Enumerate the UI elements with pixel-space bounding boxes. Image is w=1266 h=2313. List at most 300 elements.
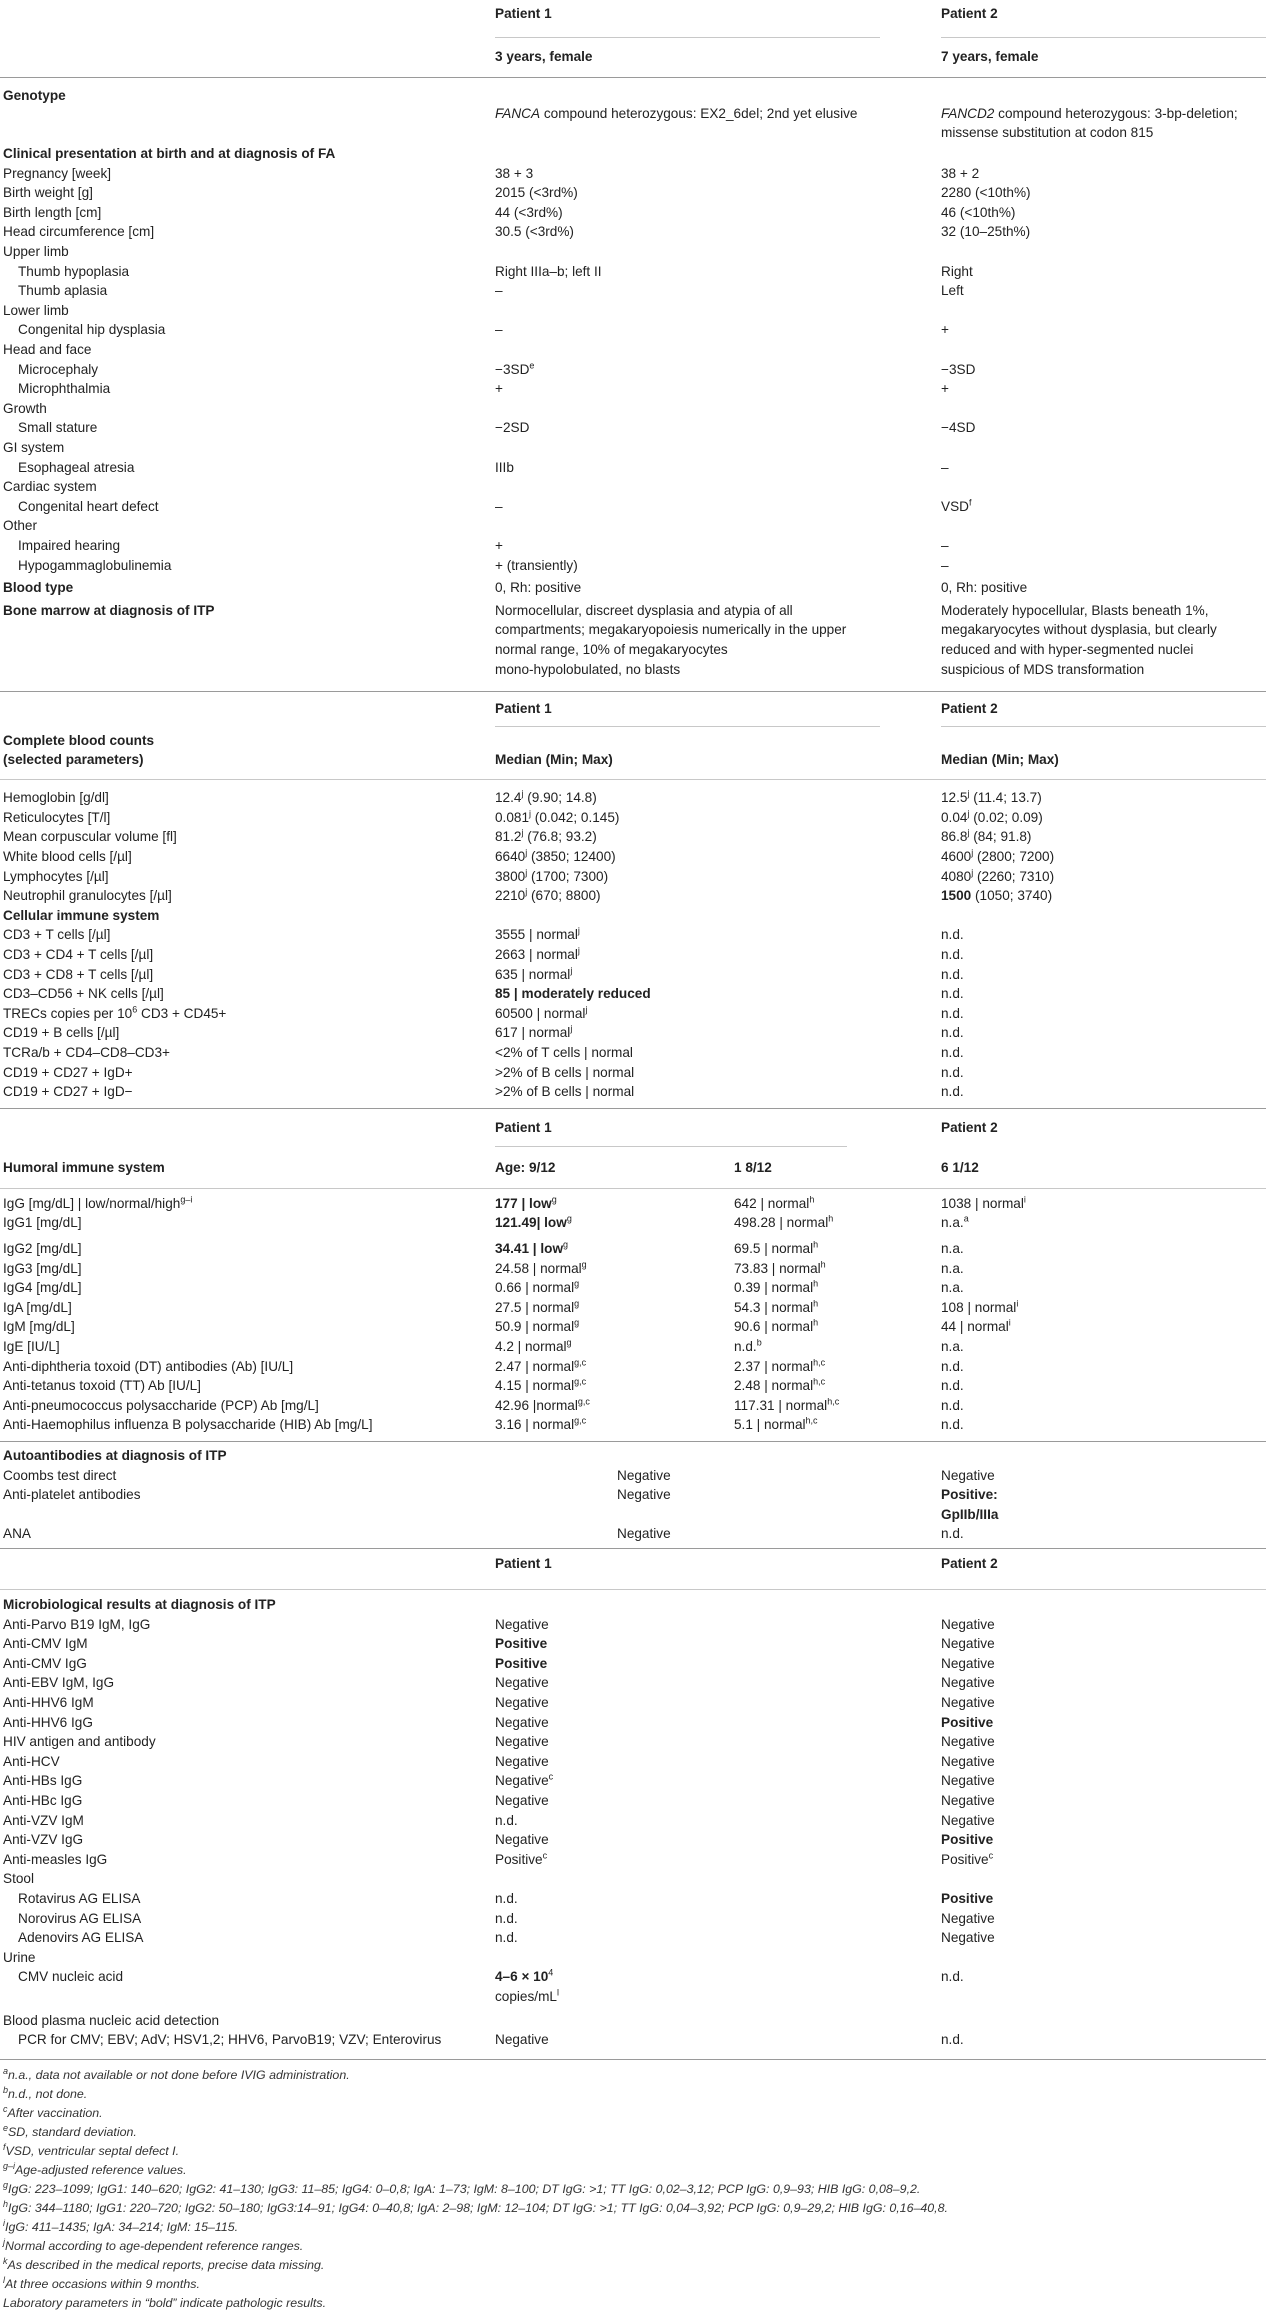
cell-text: 2.37 | normal — [734, 1358, 814, 1374]
cell-text: reduced and with hyper-segmented nuclei — [941, 642, 1194, 657]
cell-text: n.d. — [495, 1910, 518, 1926]
clinical-heading — [3, 144, 335, 164]
cell-text: 0.66 | normal — [495, 1280, 575, 1296]
clinical-row — [0, 516, 1266, 536]
superscript: h — [820, 1259, 826, 1270]
cell-text: Positive — [941, 1851, 989, 1867]
patient1-value — [495, 360, 534, 380]
clinical-row — [0, 320, 1266, 340]
divider — [495, 37, 880, 38]
cell-text: Coombs test direct — [3, 1467, 117, 1483]
cell-text: Microbiological results at diagnosis of ITP — [3, 1597, 276, 1612]
superscript: b — [756, 1337, 762, 1348]
cell-text: (selected parameters) — [3, 752, 144, 768]
patient1-value — [495, 203, 563, 223]
superscript: b — [3, 2084, 9, 2095]
cell-text: 60500 | normal — [495, 1005, 586, 1021]
patient1-value — [495, 1967, 553, 1987]
cell-text: 3.16 | normal — [495, 1417, 575, 1433]
cell-text: copies/mL — [495, 1989, 557, 2004]
superscript: h — [828, 1213, 834, 1224]
patient1-value — [495, 262, 602, 282]
patient1-value — [495, 183, 578, 203]
superscript: h,c — [805, 1415, 818, 1426]
blood-type-row — [0, 578, 1266, 598]
patient2-value — [941, 536, 949, 556]
micro-row — [0, 1732, 1266, 1752]
age1-value — [495, 1376, 586, 1396]
patient2-value — [941, 1082, 964, 1102]
micro-row — [0, 2011, 1266, 2031]
patient2-value — [941, 1909, 995, 1929]
header-row — [0, 1554, 1266, 1574]
micro-row — [0, 1869, 1266, 1889]
row-label — [3, 1693, 94, 1713]
cell-text: Negative — [495, 1773, 549, 1789]
row-label — [3, 340, 91, 360]
cell-text: Microcephaly — [18, 361, 99, 377]
age1-value — [495, 1278, 579, 1298]
age3-value — [941, 1259, 964, 1279]
patient1-value — [495, 1732, 549, 1752]
header-row — [0, 1118, 1266, 1138]
cellular-row — [0, 965, 1266, 985]
cell-text: After vaccination. — [7, 2105, 103, 2120]
section-heading — [0, 86, 1266, 106]
row-label — [3, 965, 153, 985]
cell-text: Negative — [941, 1910, 995, 1926]
cell-text: (670; 8800) — [527, 888, 601, 904]
superscript: f — [3, 2141, 6, 2152]
patient2-value — [941, 1615, 995, 1635]
divider — [495, 1146, 847, 1147]
patient2-value — [941, 965, 964, 985]
patient2-median-label — [941, 750, 1059, 770]
patient1-value — [495, 1634, 547, 1654]
superscript: a — [3, 2065, 9, 2076]
cell-text: IgG: 223–1099; IgG1: 140–620; IgG2: 41–130; IgG3: 11–85; IgG4: 0–0,8; IgA: 1–73; IgM: 8–100; DT IgG: >1; TT IgG: 0,02–3,12; PCP IgG: 0,9–93; HIB IgG: 0,08–9,2. — [8, 2181, 921, 2196]
micro-heading — [3, 1595, 276, 1615]
row-label — [3, 1732, 156, 1752]
cell-text: GI system — [3, 440, 65, 455]
superscript: j — [967, 808, 970, 819]
cell-text: + — [941, 322, 949, 338]
patient2-value — [941, 1791, 995, 1811]
cell-text: GpIIb/IIIa — [941, 1506, 999, 1522]
cell-text: 12.5 — [941, 790, 968, 806]
age2-value — [734, 1298, 818, 1318]
superscript: g — [566, 1337, 572, 1348]
superscript: h,c — [813, 1357, 826, 1368]
superscript: g,c — [574, 1415, 587, 1426]
cell-text: n.d. — [941, 1005, 964, 1021]
cell-text: Anti-HBc IgG — [3, 1793, 83, 1808]
cell-text: Negative — [941, 1773, 995, 1789]
cell-text: 73.83 | normal — [734, 1260, 821, 1276]
patient1-value — [617, 1524, 671, 1544]
patient1-value — [495, 1043, 633, 1063]
cell-text: 7 years, female — [941, 49, 1039, 64]
cell-text: Anti-CMV IgG — [3, 1655, 87, 1671]
micro-row — [0, 1948, 1266, 1968]
cell-text: megakaryocytes without dysplasia, but clearly — [941, 622, 1217, 638]
cell-text: Negative — [495, 1714, 549, 1730]
cell-text: 498.28 | normal — [734, 1215, 829, 1231]
cell-text: + (transiently) — [495, 557, 578, 573]
cell-text: 6640 — [495, 849, 526, 864]
cell-text: n.d. — [941, 1064, 964, 1080]
cell-text: Upper limb — [3, 244, 69, 259]
cell-text: 1 8/12 — [734, 1159, 772, 1175]
cell-text: 4–6 × 10 — [495, 1969, 549, 1985]
cell-text: compound heterozygous: EX2_6del; 2nd yet elusive — [540, 106, 858, 121]
superscript: j — [570, 965, 573, 976]
cell-text: Growth — [3, 400, 47, 416]
row-label — [3, 1713, 93, 1733]
superscript: h — [3, 2198, 9, 2209]
cell-text: Humoral immune system — [3, 1159, 165, 1175]
row-label — [3, 1376, 201, 1396]
cell-text: CMV nucleic acid — [18, 1969, 124, 1985]
cell-text: CD3 + T cells [/µl] — [3, 927, 111, 943]
cell-text: 635 | normal — [495, 966, 571, 982]
divider — [941, 726, 1266, 727]
age1-value — [495, 1213, 572, 1233]
micro-row — [0, 1771, 1266, 1791]
age1-value — [495, 1298, 579, 1318]
patient2-value — [941, 556, 949, 576]
cell-text: normal range, 10% of megakaryocytes — [495, 642, 728, 657]
patient1-value — [495, 281, 503, 301]
clinical-row — [0, 183, 1266, 203]
divider — [0, 2059, 1266, 2060]
patient2-value — [941, 1928, 995, 1948]
superscript: f — [968, 497, 972, 508]
superscript: j — [529, 808, 532, 819]
cell-text: IgA [mg/dL] — [3, 1299, 72, 1315]
row-label — [3, 399, 47, 419]
humoral-row — [0, 1194, 1266, 1214]
header-row — [0, 699, 1266, 719]
cell-text: (2800; 7200) — [973, 849, 1055, 864]
humoral-row — [0, 1259, 1266, 1279]
cell-text: Urine — [3, 1949, 36, 1965]
cell-text: Negative — [941, 1636, 995, 1652]
cell-text: (1700; 7300) — [527, 868, 609, 884]
patient2-value — [941, 1713, 993, 1733]
superscript: e — [3, 2122, 9, 2133]
cell-text: n.d. — [941, 947, 964, 962]
humoral-row — [0, 1415, 1266, 1435]
footnote — [3, 2142, 179, 2161]
cell-text: Neutrophil granulocytes [/µl] — [3, 888, 172, 904]
patient1-median-label — [495, 750, 613, 770]
cell-text: Blood plasma nucleic acid detection — [3, 2012, 220, 2028]
superscript: h — [813, 1317, 819, 1328]
patient2-value — [941, 2030, 964, 2050]
cell-text: 108 | normal — [941, 1299, 1017, 1315]
superscript: g — [581, 1259, 587, 1270]
superscript: e — [529, 360, 535, 371]
superscript: h,c — [813, 1376, 826, 1387]
row-label — [3, 847, 132, 867]
cell-text: Negative — [941, 1655, 995, 1671]
cellular-row — [0, 1082, 1266, 1102]
patient1-genotype — [495, 104, 857, 124]
superscript: h — [813, 1298, 819, 1309]
row-label — [3, 1298, 72, 1318]
age3-value — [941, 1415, 964, 1435]
micro-row — [0, 1850, 1266, 1870]
cbc-row — [0, 827, 1266, 847]
cell-text: IgG: 344–1180; IgG1: 220–720; IgG2: 50–180; IgG3:14–91; IgG4: 0–40,8; IgA: 2–98; IgM: 12–104; DT IgG: >1; TT IgG: 0,04–3,92; PCP IgG: 0,9–29,2; HIB IgG: 0,16–40,8. — [8, 2200, 948, 2215]
cbc-row — [0, 788, 1266, 808]
cell-text: – — [495, 283, 503, 299]
divider — [0, 77, 1266, 78]
row-label — [3, 1771, 82, 1791]
micro-row — [0, 1713, 1266, 1733]
row-label — [18, 281, 107, 301]
cell-text: Negative — [495, 1832, 549, 1848]
patient2-value — [941, 1889, 993, 1909]
superscript: g,c — [577, 1396, 590, 1407]
cell-text: Negative — [617, 1487, 671, 1503]
humoral-row — [0, 1298, 1266, 1318]
superscript: j — [521, 788, 524, 799]
clinical-row — [0, 477, 1266, 497]
cell-text: Small stature — [18, 420, 98, 436]
patient1-value — [495, 556, 578, 576]
patient1-age — [495, 47, 593, 67]
age2-value — [734, 1317, 818, 1337]
patient2-value — [941, 925, 964, 945]
genotype-row — [0, 123, 1266, 143]
bone-marrow-line — [0, 620, 1266, 640]
cell-text: Patient 1 — [495, 6, 552, 21]
age1-value — [495, 1357, 586, 1377]
age1-value — [495, 1259, 587, 1279]
patient2-value — [941, 203, 1015, 223]
patient1-value — [495, 1850, 547, 1870]
row-label — [3, 1004, 226, 1024]
cell-text: Anti-pneumococcus polysaccharide (PCP) Ab [mg/L] — [3, 1397, 319, 1413]
cbc-row — [0, 808, 1266, 828]
patient1-value — [495, 1771, 553, 1791]
patient2-value — [941, 222, 1030, 242]
cell-text: 0.39 | normal — [734, 1280, 814, 1296]
patient2-bone-marrow — [941, 601, 1209, 621]
cell-text: Norovirus AG ELISA — [18, 1910, 142, 1926]
patient2-value — [941, 1811, 995, 1831]
cell-text: IgG [mg/dL] | low/normal/high — [3, 1195, 181, 1211]
row-label — [3, 1752, 60, 1772]
cell-text: Negative — [495, 1753, 549, 1769]
patient2-value — [941, 1850, 993, 1870]
cell-text: Patient 1 — [495, 1119, 552, 1135]
cell-text: Normal according to age-dependent reference ranges. — [5, 2238, 304, 2253]
patient2-value — [941, 1485, 998, 1505]
patient1-value — [495, 1811, 518, 1831]
age2-value — [734, 1415, 818, 1435]
patient1-value — [495, 1909, 518, 1929]
patient2-value — [941, 1654, 995, 1674]
row-label — [18, 536, 120, 556]
cell-text: Clinical presentation at birth and at diagnosis of FA — [3, 146, 336, 161]
row-label — [3, 1043, 170, 1063]
cell-text: 0, Rh: positive — [941, 580, 1028, 596]
patient2-bone-marrow — [941, 620, 1217, 640]
age3-value — [941, 1194, 1026, 1214]
superscript: c — [548, 1771, 554, 1782]
clinical-row — [0, 458, 1266, 478]
cbc-heading — [3, 750, 144, 770]
cell-text: −4SD — [941, 420, 976, 436]
clinical-row — [0, 418, 1266, 438]
cell-text: Right — [941, 263, 973, 279]
cell-text: n.a. — [941, 1241, 964, 1256]
superscript: k — [3, 2255, 8, 2266]
cell-text: Thumb aplasia — [18, 283, 108, 299]
humoral-row — [0, 1239, 1266, 1259]
cell-text: n.d. — [941, 1397, 964, 1413]
superscript: g–i — [3, 2160, 16, 2171]
cell-text: CD3 + CD8 + T cells [/µl] — [3, 966, 154, 982]
cell-text: 3800 — [495, 868, 526, 884]
patient2-value — [941, 1524, 964, 1544]
row-label — [3, 886, 172, 906]
age2-value — [734, 1278, 818, 1298]
cell-text: Hemoglobin [g/dl] — [3, 790, 109, 806]
micro-row — [0, 1752, 1266, 1772]
cell-text: 38 + 2 — [941, 165, 980, 181]
superscript: i — [1023, 1194, 1026, 1205]
humoral-row — [0, 1337, 1266, 1357]
patient2-value — [941, 1466, 995, 1486]
row-label — [3, 1850, 107, 1870]
cellular-row — [0, 1023, 1266, 1043]
patient2-header — [941, 699, 998, 719]
patient2-value — [941, 1967, 964, 1987]
patient2-value — [941, 281, 964, 301]
humoral-row — [0, 1396, 1266, 1416]
patient1-value — [495, 1830, 549, 1850]
humoral-row — [0, 1278, 1266, 1298]
cell-text: 4600 — [941, 849, 972, 864]
micro-row — [0, 1830, 1266, 1850]
cell-text: 617 | normal — [495, 1025, 571, 1041]
row-label — [3, 1485, 141, 1505]
cellular-row — [0, 1043, 1266, 1063]
cbc-heading — [3, 731, 154, 751]
age2-value — [734, 1213, 833, 1233]
cell-text: Age-adjusted reference values. — [15, 2162, 187, 2177]
cell-text: n.a. — [941, 1339, 964, 1354]
cell-text: Blood type — [3, 580, 74, 596]
cell-text: Anti-HBs IgG — [3, 1773, 83, 1789]
patient2-value — [941, 379, 949, 399]
cell-text: Negative — [617, 1467, 671, 1483]
cell-text: Positive — [941, 1832, 994, 1848]
row-label — [3, 1357, 293, 1377]
cell-text: 2280 (<10th%) — [941, 185, 1031, 201]
cell-text: Normocellular, discreet dysplasia and atypia of all — [495, 602, 793, 618]
row-label — [3, 477, 97, 497]
cell-text: Autoantibodies at diagnosis of ITP — [3, 1448, 227, 1463]
genotype-label — [3, 86, 66, 106]
patient1-value — [495, 418, 529, 438]
autoantibody-row — [0, 1485, 1266, 1505]
patient2-value — [941, 788, 1042, 808]
clinical-row — [0, 556, 1266, 576]
cell-text: n.d. — [734, 1339, 757, 1354]
cell-text: Median (Min; Max) — [495, 752, 613, 768]
patient2-bone-marrow — [941, 660, 1144, 680]
cell-text: n.d. — [941, 2032, 964, 2048]
age2-value — [734, 1239, 818, 1259]
cbc-row — [0, 847, 1266, 867]
cell-text: 32 (10–25th%) — [941, 224, 1031, 240]
cell-text: Patient 2 — [941, 1119, 998, 1135]
row-label — [3, 1396, 319, 1416]
patient1-value — [495, 1654, 547, 1674]
cell-text: Median (Min; Max) — [941, 752, 1059, 768]
cell-text: (11.4; 13.7) — [969, 790, 1042, 806]
age2-value — [734, 1259, 826, 1279]
cell-text: Patient 1 — [495, 1556, 552, 1571]
cell-text: Head circumference [cm] — [3, 224, 155, 240]
micro-row — [0, 1909, 1266, 1929]
row-label — [3, 1673, 114, 1693]
patient2-genotype-line2 — [941, 123, 1153, 143]
cell-text: Esophageal atresia — [18, 459, 135, 475]
age-column-1 — [495, 1158, 555, 1178]
cell-text: n.d., not done. — [8, 2086, 88, 2101]
superscript: j — [577, 925, 580, 936]
micro-row — [0, 1634, 1266, 1654]
row-label — [3, 203, 101, 223]
superscript: h,c — [827, 1396, 840, 1407]
bone-marrow-line — [0, 601, 1266, 621]
patient1-value — [495, 1713, 549, 1733]
row-label — [18, 1928, 143, 1948]
cell-text: 30.5 (<3rd%) — [495, 224, 574, 240]
cell-text: 0.04 — [941, 809, 968, 825]
row-label — [3, 1654, 87, 1674]
cell-text: At three occasions within 9 months. — [5, 2276, 200, 2291]
genotype-row — [0, 104, 1266, 124]
row-label — [18, 2030, 441, 2050]
clinical-row — [0, 203, 1266, 223]
cellular-row — [0, 1004, 1266, 1024]
cell-text: n.d. — [941, 966, 964, 982]
age2-value — [734, 1376, 825, 1396]
cell-text: Positive — [495, 1851, 543, 1867]
patient2-value — [941, 1004, 964, 1024]
patient1-value — [495, 808, 619, 828]
cell-text: 3555 | normal — [495, 927, 578, 943]
row-label — [3, 1023, 119, 1043]
cell-text: Patient 2 — [941, 701, 998, 717]
cell-text: Left — [941, 283, 964, 299]
divider — [0, 1548, 1266, 1549]
patient2-value — [941, 1043, 964, 1063]
patient2-value — [941, 808, 1043, 828]
micro-row — [0, 1811, 1266, 1831]
age1-value — [495, 1317, 579, 1337]
cell-text: Cardiac system — [3, 479, 97, 495]
age3-value — [941, 1239, 964, 1259]
age2-value — [734, 1357, 825, 1377]
